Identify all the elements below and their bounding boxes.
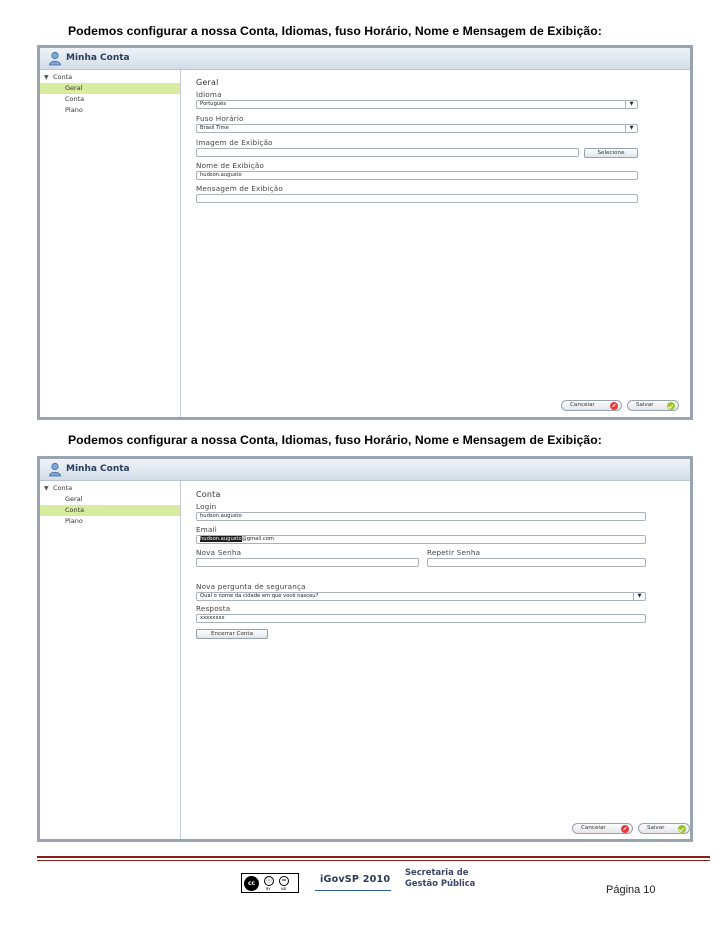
expand-triangle-icon: ▼: [44, 485, 49, 492]
save-button[interactable]: Salvar: [627, 400, 679, 411]
repetir-senha-input[interactable]: [427, 558, 646, 567]
igovsp-underline: [315, 890, 391, 891]
attribution-icon: ⓘ: [265, 877, 272, 884]
cc-by-label: BY: [266, 887, 271, 891]
chevron-down-icon[interactable]: ▼: [633, 593, 645, 600]
creative-commons-badge: [241, 873, 299, 893]
cancel-icon: [621, 825, 629, 833]
section-heading: Podemos configurar a nossa Conta, Idiomas, fuso Horário, Nome e Mensagem de Exibição:: [68, 24, 602, 38]
general-form: [181, 70, 690, 417]
selecione-button[interactable]: Selecione: [584, 148, 638, 158]
imagem-label: Imagem de Exibição: [196, 138, 273, 147]
pergunta-label: Nova pergunta de segurança: [196, 582, 306, 591]
tree-item-plano[interactable]: Plano: [65, 517, 83, 525]
nova-senha-label: Nova Senha: [196, 548, 242, 557]
expand-triangle-icon: ▼: [44, 74, 49, 81]
settings-tree: [40, 481, 181, 839]
igovsp-logo: iGovSP 2010: [320, 874, 391, 885]
nome-label: Nome de Exibição: [196, 161, 265, 170]
email-domain-text: @gmail.com: [241, 536, 274, 542]
window-titlebar: [40, 459, 690, 481]
account-settings-window-general: [37, 45, 693, 420]
cc-nd-label: ND: [281, 887, 287, 891]
email-selected-text: hudson.augusto: [200, 536, 242, 542]
chevron-down-icon[interactable]: ▼: [625, 125, 637, 132]
fuso-select[interactable]: Brasil Time ▼: [196, 124, 638, 133]
cc-logo-icon: cc: [244, 876, 259, 891]
check-icon: [678, 825, 686, 833]
resposta-label: Resposta: [196, 604, 231, 613]
save-button[interactable]: Salvar: [638, 823, 690, 834]
pergunta-select[interactable]: Qual o nome da cidade em que você nasceu? ▼: [196, 592, 646, 601]
email-label: Email: [196, 525, 217, 534]
idioma-select[interactable]: Português ▼: [196, 100, 638, 109]
window-titlebar: [40, 48, 690, 70]
tree-item-plano[interactable]: Plano: [65, 106, 83, 114]
no-derivatives-icon: =: [279, 876, 289, 886]
cancel-button[interactable]: Cancelar: [572, 823, 633, 834]
section-title: Conta: [196, 490, 221, 499]
footer-rule: [37, 856, 710, 858]
repetir-senha-label: Repetir Senha: [427, 548, 481, 557]
login-input[interactable]: hudson.augusto: [196, 512, 646, 521]
login-label: Login: [196, 502, 217, 511]
check-icon: [667, 402, 675, 410]
email-input[interactable]: [196, 535, 646, 544]
fuso-label: Fuso Horário: [196, 114, 244, 123]
page-number: Página 10: [606, 884, 656, 896]
tree-item-conta[interactable]: Conta: [40, 505, 180, 516]
window-title: Minha Conta: [66, 464, 130, 474]
tree-item-geral[interactable]: Geral: [40, 83, 180, 94]
account-settings-window-conta: [37, 456, 693, 842]
nome-input[interactable]: hudson.augusto: [196, 171, 638, 180]
tree-item-geral[interactable]: Geral: [65, 495, 83, 503]
conta-form: [181, 481, 690, 839]
tree-item-conta[interactable]: Conta: [65, 95, 85, 103]
imagem-input[interactable]: [196, 148, 579, 157]
encerrar-conta-button[interactable]: Encerrar Conta: [196, 629, 268, 639]
mensagem-input[interactable]: [196, 194, 638, 203]
section-title: Geral: [196, 78, 219, 87]
tree-item-conta-root[interactable]: ▼ Conta: [44, 73, 73, 81]
secretaria-logo: Secretaria de Gestão Pública: [405, 867, 476, 888]
footer-rule-thin: [37, 860, 710, 861]
nova-senha-input[interactable]: [196, 558, 419, 567]
user-icon: [48, 51, 62, 66]
mensagem-label: Mensagem de Exibição: [196, 184, 283, 193]
idioma-label: Idioma: [196, 90, 222, 99]
settings-tree: [40, 70, 181, 417]
resposta-input[interactable]: xxxxxxxx: [196, 614, 646, 623]
section-heading: Podemos configurar a nossa Conta, Idiomas, fuso Horário, Nome e Mensagem de Exibição:: [68, 433, 602, 447]
chevron-down-icon[interactable]: ▼: [625, 101, 637, 108]
tree-item-conta-root[interactable]: ▼ Conta: [44, 484, 73, 492]
user-icon: [48, 462, 62, 477]
cancel-button[interactable]: Cancelar: [561, 400, 622, 411]
cancel-icon: [610, 402, 618, 410]
window-title: Minha Conta: [66, 53, 130, 63]
